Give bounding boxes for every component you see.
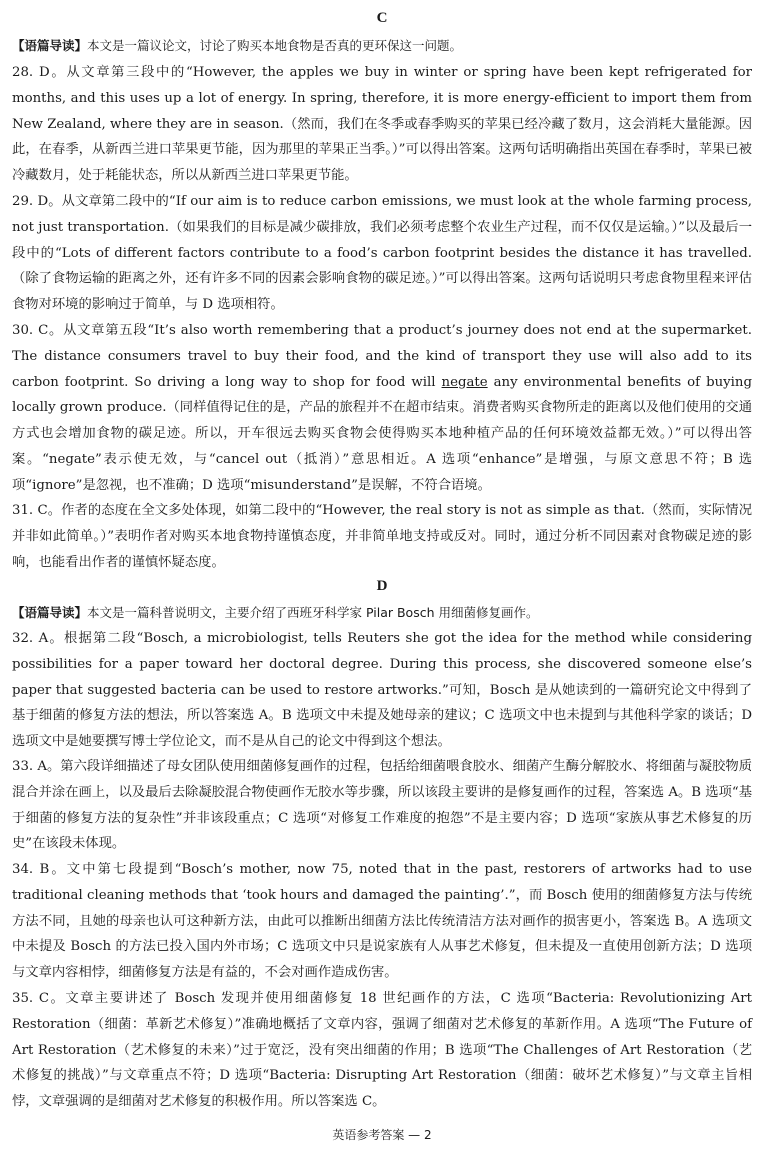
answer-number: 35. C。 [12,991,66,1006]
guide-tag: 【语篇导读】 [12,605,88,620]
section-d-guide [12,603,757,622]
answer-explanation: 作者的态度在全文多处体现，如第二段中的“However, the real story is not as simple as that.（然而，实际情况并非如此简单。）”表明作者对购买本地食物持谨慎态度，并非简单地支持或反对。同时，通过分析不同因素对食物碳足迹的影响，也能看出作者的谨慎怀疑态度。 [12,503,752,570]
answer-number: 30. C。 [12,323,64,338]
answer-32 [12,626,752,755]
section-c-heading: C [376,10,388,26]
answer-explanation-part2: any environmental benefits of buying locally grown produce.（同样值得记住的是，产品的旅程并不在超市结束。消费者购买食物所走的距离以及他们使用的交通方式也会增加食物的碳足迹。所以，开车很远去购买食物会使得购买本地种植产品的任何环境效益都无效。）”可以得出答案。“negate”表示使无效，与“cancel out（抵消）”意思相近。A 选项“enhance”是增强，与原文意思不符；B 选项“ignore”是忽视，也不准确；D 选项“misunderstand”是误解，不符合语境。 [12,374,752,493]
answer-explanation: 文章主要讲述了 Bosch 发现并使用细菌修复 18 世纪画作的方法，C 选项“Bacteria: Revolutionizing Art Restoration（细菌：革新艺术修复）”准确地概括了文章内容，强调了细菌对艺术修复的革新作用。A 选项“The Future of Art Restoration（艺术修复的未来）”过于宽泛，没有突出细菌的作用；B 选项“The Challenges of Art Restoration（艺术修复的挑战）”与文章重点不符；D 选项“Bacteria: Disrupting Art Restoration（细菌：破坏艺术修复）”与文章主旨相悖，文章强调的是细菌对艺术修复的积极作用。所以答案选 C。 [12,991,752,1110]
answer-explanation-part1: 从文章第五段“It’s also worth remembering that a product’s journey does not end at the supermarket. The distance consumers travel to buy their food, and the kind of transport they use will also add to its carbon footprint. So driving a long way to shop for food will [12,323,752,390]
answer-35 [12,986,752,1115]
answer-explanation: 从文章第二段中的“If our aim is to reduce carbon emissions, we must look at the whole farming process, not just transportation.（如果我们的目标是减少碳排放，我们必须考虑整个农业生产过程，而不仅仅是运输。）”以及最后一段中的“Lots of different factors contribute to a food’s carbon footprint besides the distance it has travelled.（除了食物运输的距离之外，还有许多不同的因素会影响食物的碳足迹。）”可以得出答案。这两句话说明只考虑食物里程来评估食物对环境的影响过于简单，与 D 选项相符。 [12,194,752,313]
answer-explanation: 文中第七段提到“Bosch’s mother, now 75, noted that in the past, restorers of artworks had to use traditional cleaning methods that ‘took hours and damaged the painting’.”，而 Bosch 使用的细菌修复方法与传统方法不同，且她的母亲也认可这种新方法，由此可以推断出细菌方法比传统清洁方法对画作的损害更小，答案选 B。A 选项文中未提及 Bosch 的方法已投入国内外市场；C 选项文中只是说家族有人从事艺术修复，但未提及一直使用创新方法；D 选项与文章内容相悖，细菌修复方法是有益的，不会对画作造成伤害。 [12,862,752,981]
guide-text: 本文是一篇科普说明文，主要介绍了西班牙科学家 Pilar Bosch 用细菌修复画作。 [87,605,539,620]
page-footer: 英语参考答案 — 2 [332,1128,432,1142]
answer-explanation: 第六段详细描述了母女团队使用细菌修复画作的过程，包括给细菌喂食胶水、细菌产生酶分解胶水、将细菌与凝胶物质混合并涂在画上，以及最后去除凝胶混合物使画作无胶水等步骤，所以该段主要讲的是修复画作的过程，答案选 A。B 选项“基于细菌的修复方法的复杂性”并非该段重点；C 选项“对修复工作难度的抱怨”不是主要内容；D 选项“家族从事艺术修复的历史”在该段未体现。 [12,759,752,852]
answer-number: 32. A。 [12,631,64,646]
answer-number: 28. D。 [12,65,67,80]
guide-tag: 【语篇导读】 [12,38,88,53]
answer-number: 31. C。 [12,503,62,518]
answer-explanation: 根据第二段“Bosch, a microbiologist, tells Reuters she got the idea for the method while considering possibilities for a paper toward her doctoral degree. During this process, she discovered someone else’s paper that suggested bacteria can be used to restore artworks.”可知，Bosch 是从她读到的一篇研究论文中得到了基于细菌的修复方法的想法，所以答案选 A。B 选项文中未提及她母亲的建议；C 选项文中也未提到与其他科学家的谈话；D 选项文中是她要撰写博士学位论文，而不是从自己的论文中得到这个想法。 [12,631,752,750]
answer-28 [12,60,752,189]
answer-number: 33. A。 [12,759,61,774]
answer-number: 29. D。 [12,194,62,209]
section-d-heading: D [376,578,388,594]
answer-31 [12,498,752,575]
answer-number: 34. B。 [12,862,67,877]
answer-34 [12,857,752,986]
underlined-word: negate [441,374,488,390]
answer-30 [12,318,752,499]
guide-text: 本文是一篇议论文，讨论了购买本地食物是否真的更环保这一问题。 [87,38,463,53]
answer-29 [12,189,752,318]
section-c-guide [12,36,757,55]
answer-explanation: 从文章第三段中的“However, the apples we buy in winter or spring have been kept refrigerated for months, and this uses up a lot of energy. In spring, therefore, it is more energy-efficient to import them from New Zealand, where they are in season.（然而，我们在冬季或春季购买的苹果已经冷藏了数月，这会消耗大量能源。因此，在春季，从新西兰进口苹果更节能，因为那里的苹果正当季。）”可以得出答案。这两句话明确指出英国在春季时，苹果已被冷藏数月，处于耗能状态，所以从新西兰进口苹果更节能。 [12,65,752,184]
answer-33 [12,754,752,857]
